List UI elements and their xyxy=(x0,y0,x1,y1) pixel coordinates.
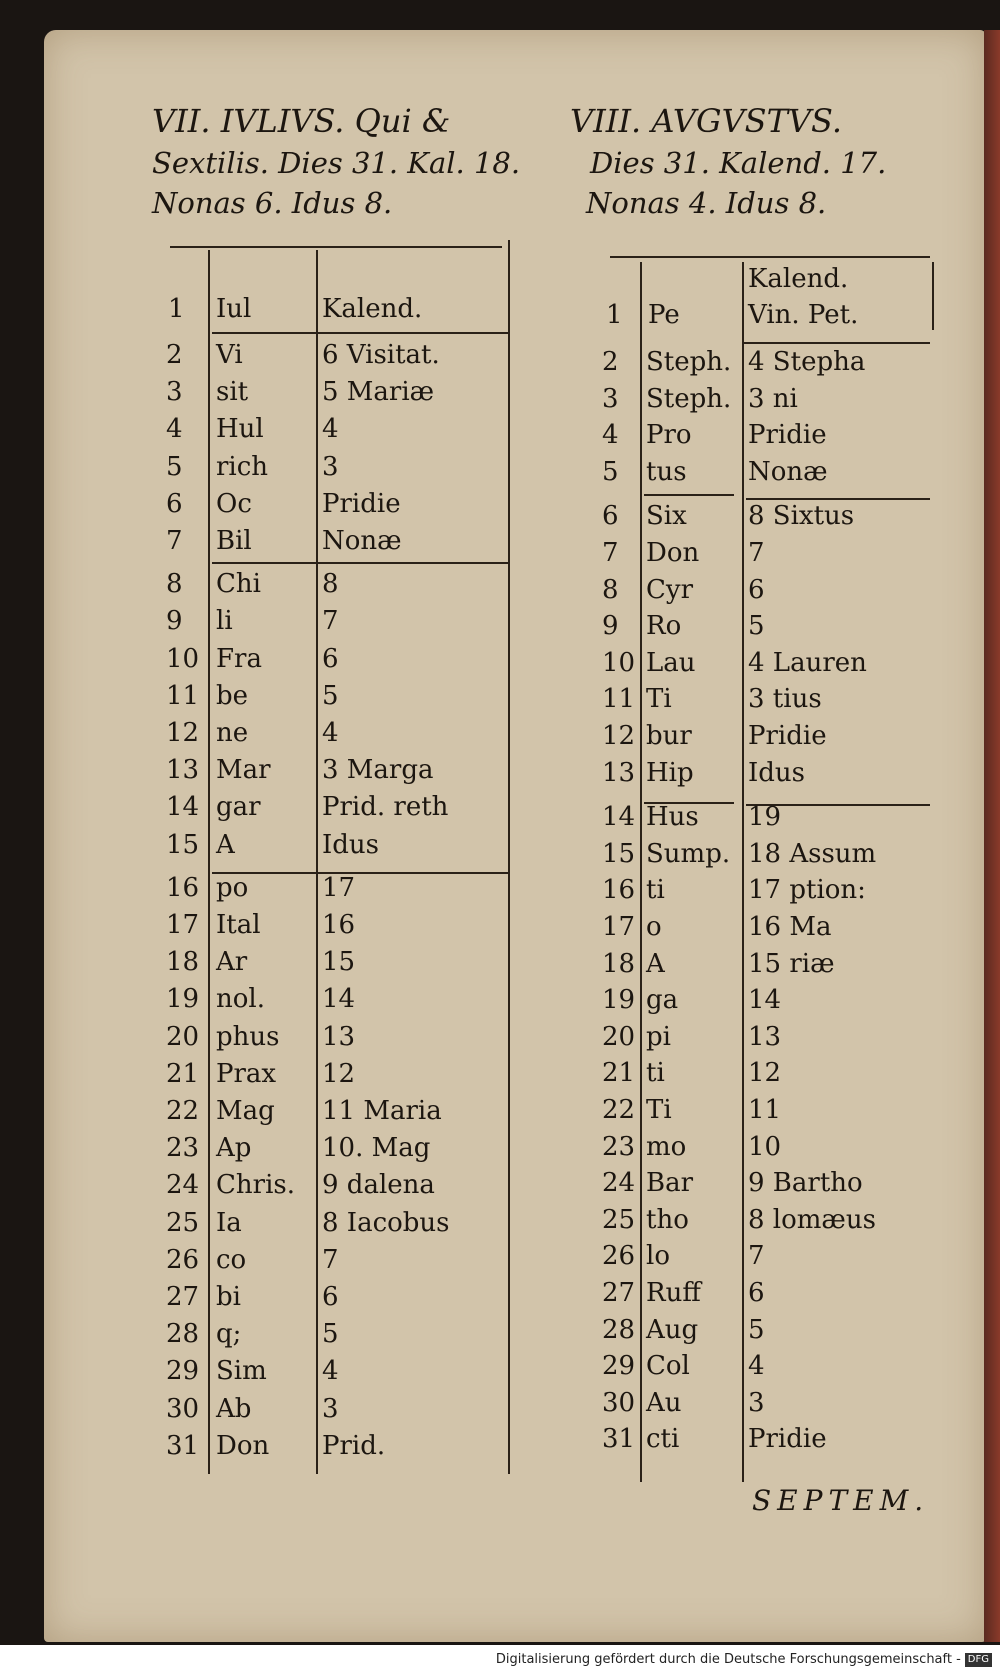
august-saint-name: A xyxy=(646,949,665,979)
august-kalend-value: 18 Assum xyxy=(748,839,877,869)
catchword: SEPTEM. xyxy=(752,1484,930,1517)
august-day-number: 16 xyxy=(602,875,636,905)
july-kalend-value: Prid. reth xyxy=(322,792,449,822)
august-saint-name: Ro xyxy=(646,611,682,641)
july-day-number: 6 xyxy=(166,489,183,519)
august-saint-name: mo xyxy=(646,1132,687,1162)
dfg-logo: DFG xyxy=(965,1653,992,1667)
august-divider-3 xyxy=(932,262,934,330)
july-saint-name: Sim xyxy=(216,1356,267,1386)
july-saint-name: li xyxy=(216,606,233,636)
july-day-number: 16 xyxy=(166,873,200,903)
july-kalend-value: Nonæ xyxy=(322,526,402,556)
august-day-number: 5 xyxy=(602,457,619,487)
july-head-saint: Iul xyxy=(216,294,252,324)
july-saint-name: Fra xyxy=(216,644,262,674)
july-day-number: 30 xyxy=(166,1394,200,1424)
august-saint-name: Steph. xyxy=(646,347,732,377)
august-title: VIII. AVGVSTVS. xyxy=(570,102,842,140)
july-kalend-value: Idus xyxy=(322,830,380,860)
july-rule-nonae xyxy=(212,562,508,564)
august-day-number: 25 xyxy=(602,1205,636,1235)
august-day-number: 3 xyxy=(602,384,619,414)
july-head-kalend: Kalend. xyxy=(322,294,423,324)
august-day-number: 19 xyxy=(602,985,636,1015)
july-top-rule xyxy=(170,246,502,248)
july-kalend-value: 3 xyxy=(322,1394,339,1424)
august-day-number: 20 xyxy=(602,1022,636,1052)
july-saint-name: Ap xyxy=(216,1133,252,1163)
july-kalend-value: 6 Visitat. xyxy=(322,340,440,370)
july-saint-name: ne xyxy=(216,718,249,748)
august-day-number: 14 xyxy=(602,802,636,832)
august-day-number: 28 xyxy=(602,1315,636,1345)
july-kalend-value: 13 xyxy=(322,1022,356,1052)
july-day-number: 4 xyxy=(166,414,183,444)
july-kalend-value: 8 Iacobus xyxy=(322,1208,450,1238)
july-kalend-value: 11 Maria xyxy=(322,1096,442,1126)
july-kalend-value: 5 Mariæ xyxy=(322,377,435,407)
august-kalend-value: 11 xyxy=(748,1095,782,1125)
august-kalend-value: 6 xyxy=(748,575,765,605)
digitization-footer xyxy=(0,1645,1000,1677)
august-kalend-value: Pridie xyxy=(748,1424,827,1454)
august-saint-name: Aug xyxy=(646,1315,699,1345)
july-kalend-value: 6 xyxy=(322,1282,339,1312)
july-day-number: 28 xyxy=(166,1319,200,1349)
august-saint-name: Hus xyxy=(646,802,699,832)
july-days-line: Sextilis. Dies 31. Kal. 18. xyxy=(152,146,521,180)
august-day-number: 30 xyxy=(602,1388,636,1418)
july-day-number: 3 xyxy=(166,377,183,407)
august-saint-name: Sump. xyxy=(646,839,731,869)
august-saint-name: pi xyxy=(646,1022,671,1052)
july-saint-name: Mag xyxy=(216,1096,275,1126)
august-day-number: 29 xyxy=(602,1351,636,1381)
august-kalend-value: 7 xyxy=(748,1241,765,1271)
july-kalend-value: 4 xyxy=(322,718,339,748)
august-rule-nonae-a xyxy=(644,494,734,496)
july-nonas-line: Nonas 6. Idus 8. xyxy=(152,186,393,220)
august-days-line: Dies 31. Kalend. 17. xyxy=(590,146,887,180)
july-saint-name: A xyxy=(216,830,235,860)
july-saint-name: co xyxy=(216,1245,247,1275)
august-day-number: 11 xyxy=(602,684,636,714)
july-saint-name: nol. xyxy=(216,984,265,1014)
august-day-number: 9 xyxy=(602,611,619,641)
july-saint-name: bi xyxy=(216,1282,241,1312)
august-day-number: 17 xyxy=(602,912,636,942)
august-saint-name: bur xyxy=(646,721,692,751)
july-kalend-value: 3 xyxy=(322,452,339,482)
august-kalend-value: 4 Stepha xyxy=(748,347,866,377)
july-day-number: 31 xyxy=(166,1431,200,1461)
august-day-number: 23 xyxy=(602,1132,636,1162)
august-saint-name: tho xyxy=(646,1205,689,1235)
august-kalend-value: 7 xyxy=(748,538,765,568)
july-day-number: 2 xyxy=(166,340,183,370)
august-saint-name: cti xyxy=(646,1424,680,1454)
july-day-number: 24 xyxy=(166,1170,200,1200)
july-day-number: 20 xyxy=(166,1022,200,1052)
august-kalend-value: 4 xyxy=(748,1351,765,1381)
august-kalend-value: 8 lomæus xyxy=(748,1205,876,1235)
july-day-number: 7 xyxy=(166,526,183,556)
august-saint-name: Pro xyxy=(646,420,692,450)
july-kalend-value: 6 xyxy=(322,644,339,674)
august-saint-name: o xyxy=(646,912,662,942)
july-day-number: 9 xyxy=(166,606,183,636)
july-saint-name: po xyxy=(216,873,249,903)
august-saint-name: Ti xyxy=(646,684,672,714)
july-day-number: 10 xyxy=(166,644,200,674)
august-kalend-value: 15 riæ xyxy=(748,949,835,979)
august-kalend-value: 5 xyxy=(748,1315,765,1345)
july-kalend-value: 7 xyxy=(322,1245,339,1275)
august-kalend-value: 16 Ma xyxy=(748,912,832,942)
august-day-number: 31 xyxy=(602,1424,636,1454)
august-saint-name: ga xyxy=(646,985,679,1015)
august-saint-name: Ti xyxy=(646,1095,672,1125)
august-saint-name: Don xyxy=(646,538,700,568)
august-kalend-value: 9 Bartho xyxy=(748,1168,863,1198)
august-day-number: 12 xyxy=(602,721,636,751)
july-saint-name: Chris. xyxy=(216,1170,295,1200)
august-kalend-value: 8 Sixtus xyxy=(748,501,855,531)
july-title: VII. IVLIVS. Qui & xyxy=(152,102,451,140)
july-saint-name: gar xyxy=(216,792,261,822)
august-kalend-value: 3 xyxy=(748,1388,765,1418)
july-day-number: 8 xyxy=(166,569,183,599)
august-saint-name: lo xyxy=(646,1241,670,1271)
july-kalend-value: 4 xyxy=(322,414,339,444)
july-day-number: 21 xyxy=(166,1059,200,1089)
august-saint-name: Lau xyxy=(646,648,696,678)
july-day-number: 13 xyxy=(166,755,200,785)
july-saint-name: Mar xyxy=(216,755,271,785)
july-saint-name: Ar xyxy=(216,947,248,977)
july-kalend-value: 5 xyxy=(322,681,339,711)
august-saint-name: Ruff xyxy=(646,1278,701,1308)
footer-text: Digitalisierung gefördert durch die Deutsche Forschungsgemeinschaft - xyxy=(495,1652,961,1667)
august-day-number: 21 xyxy=(602,1058,636,1088)
july-kalend-value: 4 xyxy=(322,1356,339,1386)
july-kalend-value: 10. Mag xyxy=(322,1133,431,1163)
july-day-number: 29 xyxy=(166,1356,200,1386)
july-day-number: 17 xyxy=(166,910,200,940)
july-saint-name: q; xyxy=(216,1319,242,1349)
august-saint-name: Au xyxy=(646,1388,682,1418)
july-saint-name: Ab xyxy=(216,1394,252,1424)
july-day-number: 23 xyxy=(166,1133,200,1163)
july-head-day: 1 xyxy=(168,294,185,324)
august-kalend-value: Nonæ xyxy=(748,457,828,487)
july-saint-name: rich xyxy=(216,452,269,482)
august-head-day: 1 xyxy=(606,300,623,330)
july-divider-3 xyxy=(508,240,510,1474)
august-day-number: 22 xyxy=(602,1095,636,1125)
july-kalend-value: 5 xyxy=(322,1319,339,1349)
august-day-number: 7 xyxy=(602,538,619,568)
july-day-number: 25 xyxy=(166,1208,200,1238)
july-saint-name: Prax xyxy=(216,1059,277,1089)
august-day-number: 8 xyxy=(602,575,619,605)
august-kalend-value: 5 xyxy=(748,611,765,641)
august-day-number: 24 xyxy=(602,1168,636,1198)
july-saint-name: Hul xyxy=(216,414,264,444)
july-head-rule xyxy=(212,332,508,334)
july-day-number: 5 xyxy=(166,452,183,482)
august-kalend-value: 10 xyxy=(748,1132,782,1162)
august-kalend-value: Idus xyxy=(748,758,806,788)
august-divider-2 xyxy=(742,262,744,1482)
july-saint-name: sit xyxy=(216,377,249,407)
august-saint-name: ti xyxy=(646,875,665,905)
august-kalend-value: 14 xyxy=(748,985,782,1015)
august-kalend-value: 4 Lauren xyxy=(748,648,867,678)
july-kalend-value: 14 xyxy=(322,984,356,1014)
july-day-number: 15 xyxy=(166,830,200,860)
august-head-kalend: Kalend. xyxy=(748,264,849,294)
july-day-number: 22 xyxy=(166,1096,200,1126)
july-day-number: 12 xyxy=(166,718,200,748)
august-saint-name: Col xyxy=(646,1351,690,1381)
july-saint-name: Don xyxy=(216,1431,270,1461)
july-day-number: 19 xyxy=(166,984,200,1014)
august-day-number: 2 xyxy=(602,347,619,377)
august-saint-name: tus xyxy=(646,457,687,487)
august-kalend-value: Pridie xyxy=(748,721,827,751)
august-saint-name: Steph. xyxy=(646,384,732,414)
july-saint-name: Bil xyxy=(216,526,252,556)
july-divider-1 xyxy=(208,250,210,1474)
august-head-vinpet: Vin. Pet. xyxy=(748,300,859,330)
august-day-number: 10 xyxy=(602,648,636,678)
august-saint-name: ti xyxy=(646,1058,665,1088)
august-kalend-value: 3 ni xyxy=(748,384,798,414)
august-day-number: 6 xyxy=(602,501,619,531)
august-kalend-value: 17 ption: xyxy=(748,875,866,905)
july-saint-name: be xyxy=(216,681,249,711)
july-saint-name: phus xyxy=(216,1022,280,1052)
august-kalend-value: 13 xyxy=(748,1022,782,1052)
august-nonas-line: Nonas 4. Idus 8. xyxy=(586,186,827,220)
july-kalend-value: 8 xyxy=(322,569,339,599)
july-day-number: 14 xyxy=(166,792,200,822)
august-kalend-value: 12 xyxy=(748,1058,782,1088)
july-saint-name: Vi xyxy=(216,340,243,370)
july-saint-name: Oc xyxy=(216,489,252,519)
july-kalend-value: Pridie xyxy=(322,489,401,519)
july-day-number: 18 xyxy=(166,947,200,977)
august-day-number: 13 xyxy=(602,758,636,788)
august-kalend-value: 3 tius xyxy=(748,684,822,714)
july-kalend-value: 15 xyxy=(322,947,356,977)
july-saint-name: Chi xyxy=(216,569,261,599)
august-divider-1 xyxy=(640,262,642,1482)
august-day-number: 4 xyxy=(602,420,619,450)
july-kalend-value: 7 xyxy=(322,606,339,636)
july-kalend-value: 16 xyxy=(322,910,356,940)
july-rule-idus xyxy=(212,872,508,874)
august-day-number: 15 xyxy=(602,839,636,869)
august-saint-name: Bar xyxy=(646,1168,694,1198)
august-kalend-value: 6 xyxy=(748,1278,765,1308)
august-day-number: 26 xyxy=(602,1241,636,1271)
july-kalend-value: 12 xyxy=(322,1059,356,1089)
august-kalend-value: 19 xyxy=(748,802,782,832)
july-kalend-value: Prid. xyxy=(322,1431,386,1461)
july-day-number: 26 xyxy=(166,1245,200,1275)
july-kalend-value: 17 xyxy=(322,873,356,903)
august-day-number: 27 xyxy=(602,1278,636,1308)
july-day-number: 27 xyxy=(166,1282,200,1312)
july-saint-name: Ital xyxy=(216,910,261,940)
august-kalend-value: Pridie xyxy=(748,420,827,450)
august-day-number: 18 xyxy=(602,949,636,979)
july-kalend-value: 9 dalena xyxy=(322,1170,435,1200)
july-divider-2 xyxy=(316,250,318,1474)
book-spine-edge xyxy=(984,30,1000,1642)
august-saint-name: Cyr xyxy=(646,575,694,605)
august-saint-name: Six xyxy=(646,501,687,531)
july-kalend-value: 3 Marga xyxy=(322,755,434,785)
august-head-saint: Pe xyxy=(648,300,680,330)
august-saint-name: Hip xyxy=(646,758,694,788)
july-day-number: 11 xyxy=(166,681,200,711)
july-saint-name: Ia xyxy=(216,1208,242,1238)
august-top-rule xyxy=(610,256,930,258)
